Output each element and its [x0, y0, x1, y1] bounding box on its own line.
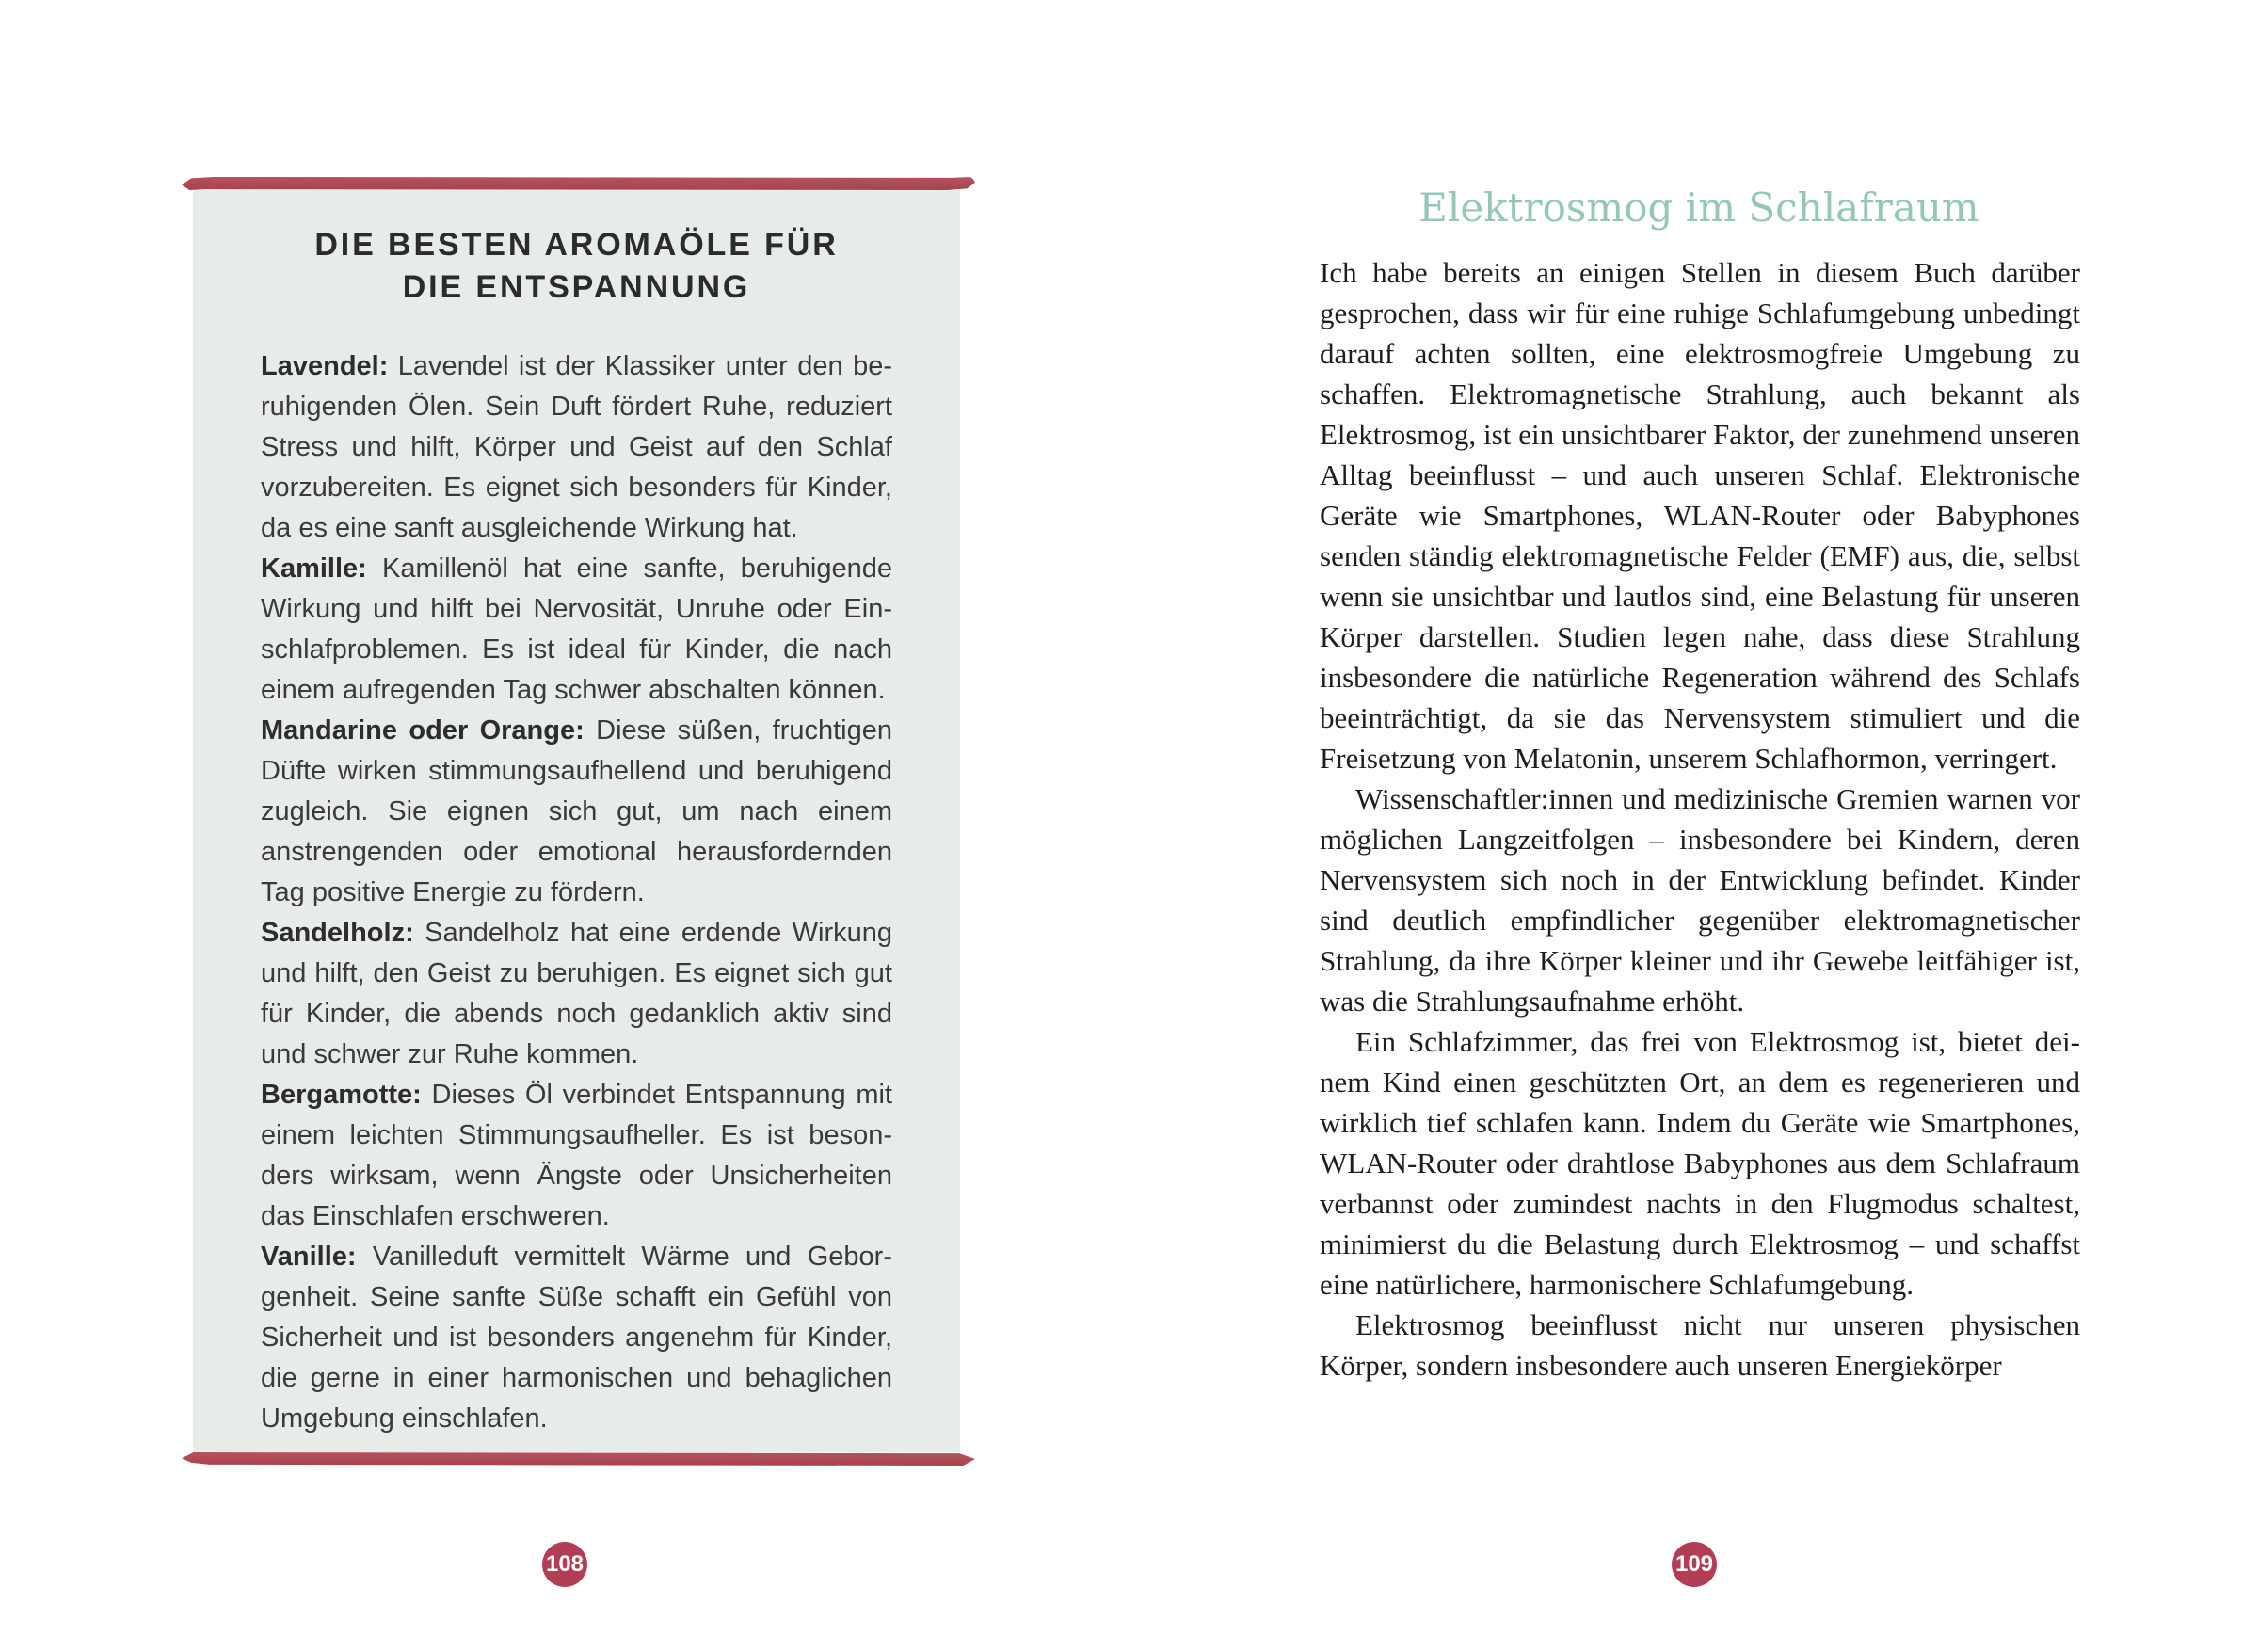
page-number-left — [542, 1542, 587, 1587]
oil-item-kamille — [261, 549, 892, 711]
box-title-line1: DIE BESTEN AROMAÖLE FÜR — [314, 227, 839, 263]
oil-label-vanille: Vanille: — [261, 1242, 357, 1272]
oil-label-bergamotte: Bergamotte: — [261, 1080, 422, 1110]
chapter-body — [1320, 252, 2080, 1386]
oil-label-sandelholz: Sandelholz: — [261, 918, 414, 948]
paragraph-3: Ein Schlafzimmer, das frei von Elektrosmog ist, bietet deinem Kind einen geschützten Ort, an dem es regenerieren und wirklich tief schlafen kann. Indem du Geräte wie Smartphones, WLAN-Router oder drahtlose Babyphones aus dem Schlafraum verbannst oder zumindest nachts in den Flugmodus schaltest, minimierst du die Belastung durch Elektrosmog – und schaffst eine natürlichere, harmonischere Schlafumgebung. — [1320, 1025, 2080, 1301]
page-right — [1130, 0, 2259, 1652]
page-number-right — [1672, 1542, 1717, 1587]
box-title-line2: DIE ENTSPANNUNG — [402, 269, 751, 305]
box-content — [193, 190, 960, 1452]
paragraph-2: Wissenschaftler:innen und medizinische Gremien warnen vor möglichen Langzeitfolgen – insbesondere bei Kindern, deren Nervensystem sich noch in der Entwicklung befindet. Kinder sind deutlich empfindlicher gegenüber elektromagnetischer Strahlung, da ihre Körper kleiner und ihr Gewebe leitfähiger ist, was die Strahlungsaufnahme erhöht. — [1320, 782, 2080, 1018]
oil-text-vanille: Vanilleduft vermittelt Wärme und Geborgenheit. Seine sanfte Süße schafft ein Gefühl von Sicherheit und ist besonders angenehm für Kinder, die gerne in einer harmonischen und behaglichen Umgebung einschlafen. — [261, 1242, 893, 1434]
oil-text-mandarine-orange: Diese süßen, fruchtigen Düfte wirken stimmungsaufhellend und beruhigend zugleich. Sie eignen sich gut, um nach einem anstrengenden oder emotional herausfordernden Tag positive Energie zu fördern. — [261, 715, 892, 907]
paragraph-1: Ich habe bereits an einigen Stellen in diesem Buch darüber gesprochen, dass wir für eine ruhige Schlafumgebung unbedingt darauf achten sollten, eine elektrosmogfreie Umgebung zu schaffen. Elektromagnetische Strahlung, auch bekannt als Elektrosmog, ist ein unsichtbarer Faktor, der zunehmend unseren Alltag beeinflusst – und auch unseren Schlaf. Elektronische Geräte wie Smartphones, WLAN-Router oder Babyphones senden ständig elektromagnetische Felder (EMF) aus, die, selbst wenn sie unsichtbar und lautlos sind, eine Belastung für unseren Körper darstellen. Studien legen nahe, dass diese Strahlung insbesondere die natürliche Regeneration während des Schlafs beeinträchtigt, da sie das Nervensystem stimuliert und die Freisetzung von Melatonin, unserem Schlafhormon, verringert. — [1320, 256, 2080, 775]
oil-text-kamille: Kamillenöl hat eine sanfte, beruhigende Wirkung und hilft bei Nervosität, Unruhe oder Einschlafproblemen. Es ist ideal für Kinder, die nach einem aufregenden Tag schwer abschalten können. — [261, 553, 892, 705]
oil-item-bergamotte — [261, 1075, 892, 1237]
oil-text-bergamotte: Dieses Öl verbindet Entspannung mit einem leichten Stimmungsaufheller. Es ist besonders wirksam, wenn Ängste oder Unsicherheiten das Einschlafen erschweren. — [261, 1080, 892, 1231]
page-number-left-value: 108 — [545, 1551, 585, 1577]
oil-label-mandarine-orange: Mandarine oder Orange: — [261, 715, 585, 746]
oil-label-lavendel: Lavendel: — [261, 351, 389, 381]
aroma-oils-box — [193, 177, 960, 1466]
oil-item-vanille — [261, 1237, 892, 1439]
oil-item-sandelholz — [261, 913, 892, 1075]
box-title — [261, 224, 892, 309]
oil-label-kamille: Kamille: — [261, 553, 367, 584]
chapter-heading: Elektrosmog im Schlafraum — [1418, 184, 1979, 231]
box-top-border — [182, 177, 975, 190]
oil-item-mandarine-orange — [261, 711, 892, 913]
box-bottom-border — [182, 1452, 975, 1466]
paragraph-4: Elektrosmog beeinflusst nicht nur unseren physischen Körper, sondern insbesondere auch unseren Energiekörper — [1320, 1308, 2080, 1382]
oil-item-lavendel — [261, 346, 892, 549]
page-number-right-value: 109 — [1674, 1551, 1714, 1577]
oil-text-sandelholz: Sandelholz hat eine erdende Wirkung und hilft, den Geist zu beruhigen. Es eignet sich gut für Kinder, die abends noch gedanklich aktiv sind und schwer zur Ruhe kommen. — [261, 918, 893, 1069]
oil-text-lavendel: Lavendel ist der Klassiker unter den beruhigenden Ölen. Sein Duft fördert Ruhe, reduziert Stress und hilft, Körper und Geist auf den Schlaf vorzubereiten. Es eignet sich besonders für Kinder, da es eine sanft ausgleichende Wirkung hat. — [261, 351, 892, 543]
